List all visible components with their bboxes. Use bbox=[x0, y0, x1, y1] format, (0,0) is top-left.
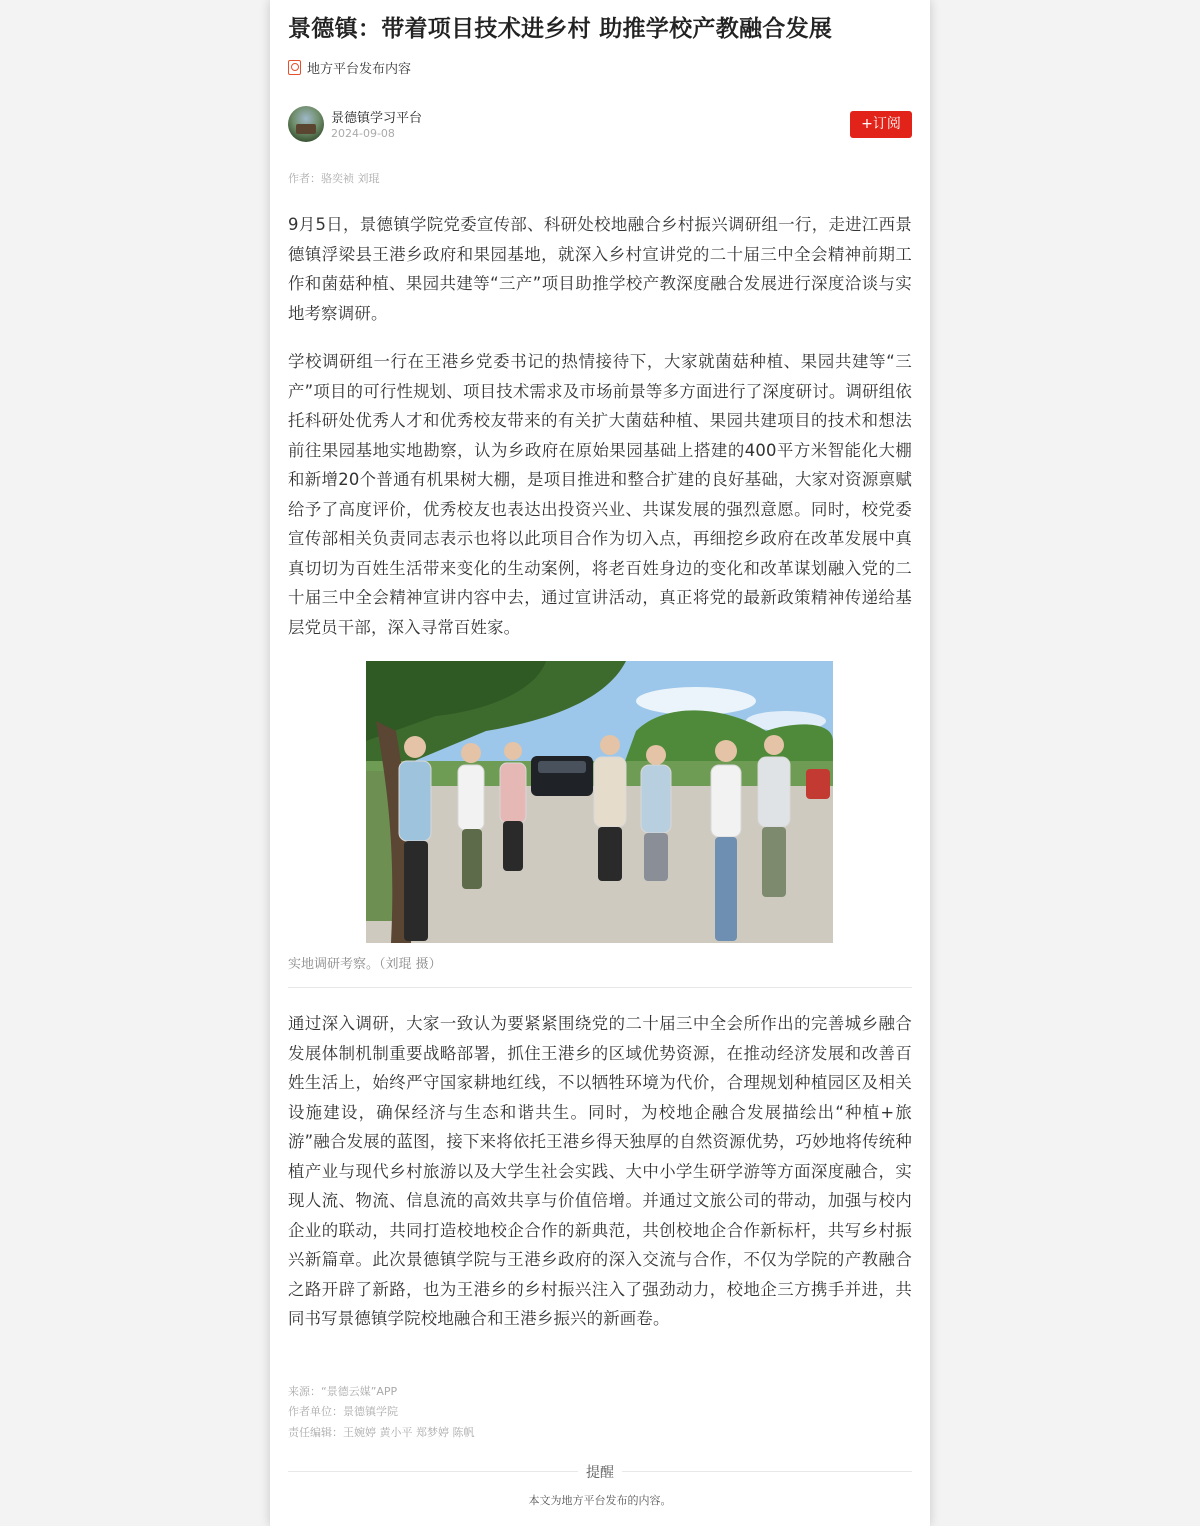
notice-text: 本文为地方平台发布的内容。 bbox=[528, 1494, 672, 1507]
notice-title: 提醒 bbox=[586, 1465, 614, 1481]
article-page bbox=[270, 0, 930, 1526]
article-paragraph: 9月5日，景德镇学院党委宣传部、科研处校地融合乡村振兴调研组一行，走进江西景德镇浮梁县王港乡政府和果园基地，就深入乡村宣讲党的二十届三中全会精神前期工作和菌菇种植、果园共建等“三产”项目助推学校产教深度融合发展进行深度洽谈与实地考察调研。 bbox=[288, 215, 912, 323]
photo-illustration bbox=[366, 661, 833, 943]
origin-badge bbox=[288, 58, 411, 77]
article-paragraph: 通过深入调研，大家一致认为要紧紧围绕党的二十届三中全会所作出的完善城乡融合发展体制机制重要战略部署，抓住王港乡的区域优势资源，在推动经济发展和改善百姓生活上，始终严守国家耕地红线，不以牺牲环境为代价，合理规划种植园区及相关设施建设，确保经济与生态和谐共生。同时，为校地企融合发展描绘出“种植+旅游”融合发展的蓝图，接下来将依托王港乡得天独厚的自然资源优势，巧妙地将传统种植产业与现代乡村旅游以及大学生社会实践、大中小学生研学游等方面深度融合，实现人流、物流、信息流的高效共享与价值倍增。并通过文旅公司的带动，加强与校内企业的联动，共同打造校地校企合作的新典范，共创校地企合作新标杆，共写乡村振兴新篇章。此次景德镇学院与王港乡政府的深入交流与合作，不仅为学院的产教融合之路开辟了新路，也为王港乡的乡村振兴注入了强劲动力，校地企三方携手并进，共同书写景德镇学院校地融合和王港乡振兴的新画卷。 bbox=[288, 1014, 912, 1328]
publisher-bar bbox=[288, 104, 912, 144]
divider bbox=[622, 1471, 912, 1472]
subscribe-button[interactable]: +订阅 bbox=[850, 111, 912, 138]
source-line: 来源：“景德云媒”APP bbox=[288, 1385, 398, 1398]
author-unit-line: 作者单位：景德镇学院 bbox=[288, 1405, 398, 1418]
article-paragraph: 学校调研组一行在王港乡党委书记的热情接待下，大家就菌菇种植、果园共建等“三产”项目的可行性规划、项目技术需求及市场前景等多方面进行了深度研讨。调研组依托科研处优秀人才和优秀校友带来的有关扩大菌菇种植、果园共建项目的技术和想法前往果园基地实地勘察，认为乡政府在原始果园基础上搭建的400平方米智能化大棚和新增20个普通有机果树大棚，是项目推进和整合扩建的良好基础，大家对资源禀赋给予了高度评价，优秀校友也表达出投资兴业、共谋发展的强烈意愿。同时，校党委宣传部相关负责同志表示也将以此项目合作为切入点，再细挖乡政府在改革发展中真真切切为百姓生活带来变化的生动案例，将老百姓身边的变化和改革谋划融入党的二十届三中全会精神宣讲内容中去，通过宣讲活动，真正将党的最新政策精神传递给基层党员干部，深入寻常百姓家。 bbox=[288, 352, 912, 637]
article-title: 景德镇：带着项目技术进乡村 助推学校产教融合发展 bbox=[288, 16, 833, 42]
article-photo[interactable] bbox=[366, 661, 833, 943]
photo-caption: 实地调研考察。（刘琨 摄） bbox=[288, 957, 442, 972]
divider bbox=[288, 987, 912, 988]
author-byline: 作者：骆奕祯 刘琨 bbox=[288, 172, 380, 185]
origin-label: 地方平台发布内容 bbox=[307, 62, 412, 77]
publish-date: 2024-09-08 bbox=[331, 127, 395, 140]
badge-icon bbox=[288, 60, 301, 75]
publisher-name[interactable]: 景德镇学习平台 bbox=[331, 111, 423, 126]
notice-header bbox=[288, 1462, 912, 1482]
editors-line: 责任编辑：王婉婷 黄小平 郑梦婷 陈帆 bbox=[288, 1426, 475, 1439]
publisher-avatar[interactable] bbox=[288, 106, 324, 142]
